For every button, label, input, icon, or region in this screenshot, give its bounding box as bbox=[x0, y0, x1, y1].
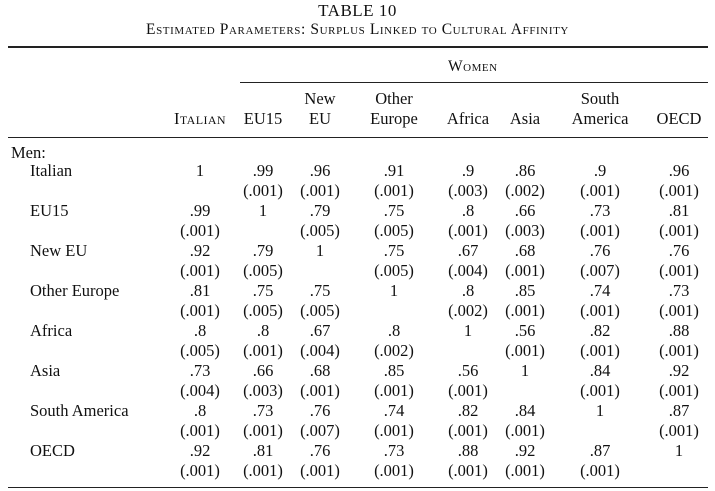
std-error-cell: (.001) bbox=[243, 341, 283, 360]
std-error-cell: (.001) bbox=[300, 181, 340, 200]
std-error-cell: (.001) bbox=[300, 381, 340, 400]
estimate-cell: .79 bbox=[309, 201, 331, 220]
estimate-cell: .8 bbox=[387, 321, 401, 340]
estimate-cell: .82 bbox=[589, 321, 611, 340]
std-error-cell: (.001) bbox=[580, 301, 620, 320]
estimate-cell: .81 bbox=[189, 281, 211, 300]
estimate-cell: .87 bbox=[589, 441, 611, 460]
row-label: Africa bbox=[30, 321, 73, 340]
estimate-cell: .92 bbox=[514, 441, 536, 460]
estimate-cell: .8 bbox=[193, 321, 207, 340]
column-header-line2: EU15 bbox=[243, 109, 283, 128]
estimate-cell: .8 bbox=[461, 201, 475, 220]
estimate-cell: .73 bbox=[252, 401, 274, 420]
std-error-cell: (.003) bbox=[505, 221, 545, 240]
estimate-cell: .82 bbox=[457, 401, 479, 420]
std-error-cell: (.001) bbox=[448, 221, 488, 240]
women-label: Women bbox=[448, 58, 498, 75]
column-header-line2: Europe bbox=[370, 109, 418, 128]
estimate-cell: .8 bbox=[461, 281, 475, 300]
estimate-cell: .76 bbox=[309, 441, 331, 460]
estimate-cell: .76 bbox=[309, 401, 331, 420]
estimate-cell: 1 bbox=[389, 281, 399, 300]
bottom-rule bbox=[8, 487, 708, 488]
column-header-line2: Africa bbox=[446, 109, 490, 128]
std-error-cell: (.001) bbox=[580, 181, 620, 200]
estimate-cell: 1 bbox=[674, 441, 684, 460]
estimate-cell: 1 bbox=[195, 161, 205, 180]
std-error-cell: (.001) bbox=[448, 421, 488, 440]
estimate-cell: .74 bbox=[589, 281, 611, 300]
std-error-cell: (.005) bbox=[374, 261, 414, 280]
row-label: OECD bbox=[30, 441, 75, 460]
column-header-line2: America bbox=[571, 109, 629, 128]
estimate-cell: .76 bbox=[668, 241, 690, 260]
column-header-line1: South bbox=[580, 89, 620, 108]
std-error-cell: (.001) bbox=[659, 261, 699, 280]
estimate-cell: .76 bbox=[589, 241, 611, 260]
column-header-line2: EU bbox=[309, 109, 331, 128]
std-error-cell: (.001) bbox=[580, 381, 620, 400]
estimate-cell: .81 bbox=[252, 441, 274, 460]
column-header-line1: New bbox=[304, 89, 336, 108]
estimate-cell: .75 bbox=[383, 201, 405, 220]
estimate-cell: .75 bbox=[252, 281, 274, 300]
std-error-cell: (.001) bbox=[580, 221, 620, 240]
std-error-cell: (.001) bbox=[374, 461, 414, 480]
std-error-cell: (.002) bbox=[505, 181, 545, 200]
std-error-cell: (.005) bbox=[243, 261, 283, 280]
std-error-cell: (.001) bbox=[243, 421, 283, 440]
std-error-cell: (.005) bbox=[300, 301, 340, 320]
estimate-cell: .96 bbox=[668, 161, 690, 180]
std-error-cell: (.003) bbox=[243, 381, 283, 400]
estimate-cell: .85 bbox=[383, 361, 405, 380]
women-group-rule bbox=[240, 82, 708, 83]
estimate-cell: .9 bbox=[593, 161, 607, 180]
std-error-cell: (.001) bbox=[505, 341, 545, 360]
std-error-cell: (.001) bbox=[180, 301, 220, 320]
row-label: EU15 bbox=[30, 201, 69, 220]
estimate-cell: 1 bbox=[595, 401, 605, 420]
std-error-cell: (.007) bbox=[580, 261, 620, 280]
estimate-cell: .99 bbox=[189, 201, 211, 220]
std-error-cell: (.001) bbox=[505, 261, 545, 280]
std-error-cell: (.001) bbox=[580, 341, 620, 360]
std-error-cell: (.001) bbox=[505, 461, 545, 480]
std-error-cell: (.001) bbox=[243, 461, 283, 480]
std-error-cell: (.001) bbox=[505, 421, 545, 440]
estimate-cell: .66 bbox=[252, 361, 274, 380]
estimate-cell: .67 bbox=[457, 241, 479, 260]
estimate-cell: .88 bbox=[668, 321, 690, 340]
top-rule bbox=[8, 46, 708, 48]
std-error-cell: (.004) bbox=[448, 261, 488, 280]
row-label: New EU bbox=[30, 241, 88, 260]
estimate-cell: .56 bbox=[514, 321, 536, 340]
estimate-cell: .91 bbox=[383, 161, 405, 180]
std-error-cell: (.001) bbox=[243, 181, 283, 200]
std-error-cell: (.001) bbox=[180, 421, 220, 440]
estimate-cell: .8 bbox=[193, 401, 207, 420]
std-error-cell: (.005) bbox=[374, 221, 414, 240]
std-error-cell: (.001) bbox=[659, 301, 699, 320]
std-error-cell: (.001) bbox=[180, 221, 220, 240]
std-error-cell: (.001) bbox=[300, 461, 340, 480]
std-error-cell: (.001) bbox=[180, 261, 220, 280]
column-header-line1: Other bbox=[375, 89, 413, 108]
estimate-cell: .66 bbox=[514, 201, 536, 220]
men-stub-header: Men: bbox=[11, 143, 46, 162]
estimate-cell: .75 bbox=[309, 281, 331, 300]
std-error-cell: (.005) bbox=[300, 221, 340, 240]
std-error-cell: (.005) bbox=[180, 341, 220, 360]
estimate-cell: .73 bbox=[668, 281, 690, 300]
estimate-cell: .79 bbox=[252, 241, 274, 260]
estimate-cell: .96 bbox=[309, 161, 331, 180]
estimate-cell: .74 bbox=[383, 401, 405, 420]
std-error-cell: (.001) bbox=[659, 381, 699, 400]
estimate-cell: .99 bbox=[252, 161, 274, 180]
table-title: TABLE 10 bbox=[318, 1, 397, 20]
estimate-cell: .68 bbox=[309, 361, 331, 380]
std-error-cell: (.001) bbox=[659, 221, 699, 240]
std-error-cell: (.001) bbox=[374, 181, 414, 200]
row-label: Other Europe bbox=[30, 281, 120, 300]
std-error-cell: (.001) bbox=[505, 301, 545, 320]
std-error-cell: (.001) bbox=[659, 181, 699, 200]
estimate-cell: .87 bbox=[668, 401, 690, 420]
estimate-cell: .73 bbox=[189, 361, 211, 380]
std-error-cell: (.001) bbox=[580, 461, 620, 480]
column-header-line2: Italian bbox=[174, 109, 226, 128]
estimate-cell: .81 bbox=[668, 201, 690, 220]
estimate-cell: .84 bbox=[514, 401, 536, 420]
table-subtitle: Estimated Parameters: Surplus Linked to Cultural Affinity bbox=[146, 21, 569, 38]
estimate-cell: .68 bbox=[514, 241, 536, 260]
column-header-line2: OECD bbox=[656, 109, 702, 128]
estimate-cell: .73 bbox=[589, 201, 611, 220]
std-error-cell: (.007) bbox=[300, 421, 340, 440]
estimate-cell: 1 bbox=[463, 321, 473, 340]
estimate-cell: .73 bbox=[383, 441, 405, 460]
estimate-cell: 1 bbox=[258, 201, 268, 220]
header-rule bbox=[8, 137, 708, 138]
estimate-cell: .9 bbox=[461, 161, 475, 180]
row-label: South America bbox=[30, 401, 129, 420]
estimate-cell: .92 bbox=[189, 441, 211, 460]
std-error-cell: (.002) bbox=[448, 301, 488, 320]
estimate-cell: .84 bbox=[589, 361, 611, 380]
std-error-cell: (.003) bbox=[448, 181, 488, 200]
column-header-line2: Asia bbox=[509, 109, 541, 128]
std-error-cell: (.005) bbox=[243, 301, 283, 320]
row-label: Italian bbox=[30, 161, 73, 180]
estimate-cell: .75 bbox=[383, 241, 405, 260]
estimate-cell: .56 bbox=[457, 361, 479, 380]
std-error-cell: (.004) bbox=[300, 341, 340, 360]
std-error-cell: (.001) bbox=[180, 461, 220, 480]
std-error-cell: (.001) bbox=[659, 341, 699, 360]
estimate-cell: .86 bbox=[514, 161, 536, 180]
estimate-cell: .8 bbox=[256, 321, 270, 340]
estimate-cell: .85 bbox=[514, 281, 536, 300]
std-error-cell: (.002) bbox=[374, 341, 414, 360]
std-error-cell: (.001) bbox=[659, 421, 699, 440]
estimate-cell: 1 bbox=[315, 241, 325, 260]
std-error-cell: (.001) bbox=[448, 381, 488, 400]
estimate-cell: .92 bbox=[668, 361, 690, 380]
estimate-cell: 1 bbox=[520, 361, 530, 380]
std-error-cell: (.001) bbox=[374, 381, 414, 400]
estimate-cell: .67 bbox=[309, 321, 331, 340]
estimate-cell: .92 bbox=[189, 241, 211, 260]
estimate-cell: .88 bbox=[457, 441, 479, 460]
std-error-cell: (.001) bbox=[374, 421, 414, 440]
std-error-cell: (.001) bbox=[448, 461, 488, 480]
std-error-cell: (.004) bbox=[180, 381, 220, 400]
row-label: Asia bbox=[30, 361, 61, 380]
